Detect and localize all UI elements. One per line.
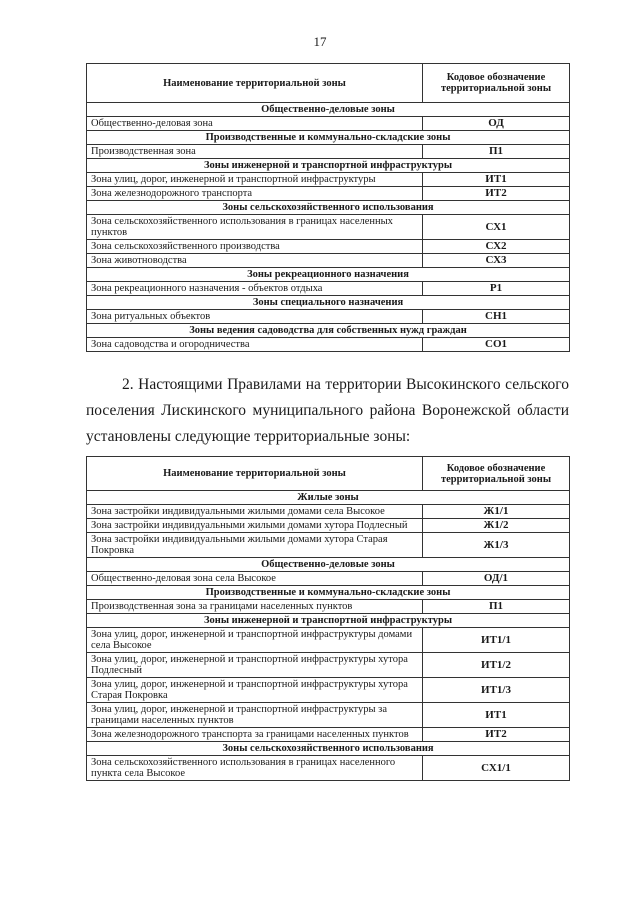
zone-name: Производственная зона за границами населенных пунктов [87, 600, 423, 614]
section-title: Зоны рекреационного назначения [87, 268, 570, 282]
paragraph [86, 372, 569, 450]
zone-code: СХ1 [423, 215, 570, 240]
zones-table-2 [86, 456, 570, 781]
table-row [87, 117, 570, 131]
zone-name: Зона улиц, дорог, инженерной и транспортной инфраструктуры [87, 173, 423, 187]
table-row [87, 505, 570, 519]
zone-code: СО1 [423, 338, 570, 352]
section-row [87, 742, 570, 756]
zone-code: ОД [423, 117, 570, 131]
zone-code: Ж1/3 [423, 533, 570, 558]
zone-code: СХ2 [423, 240, 570, 254]
zone-code: ИТ1 [423, 703, 570, 728]
section-row [87, 324, 570, 338]
section-row [87, 491, 570, 505]
zone-code: СН1 [423, 310, 570, 324]
zone-name: Зона застройки индивидуальными жилыми домами хутора Подлесный [87, 519, 423, 533]
zone-name: Зона сельскохозяйственного производства [87, 240, 423, 254]
zone-name: Зона улиц, дорог, инженерной и транспортной инфраструктуры за границами населенных пунктов [87, 703, 423, 728]
zone-name: Зона железнодорожного транспорта [87, 187, 423, 201]
zone-name: Зона застройки индивидуальными жилыми домами хутора Старая Покровка [87, 533, 423, 558]
zone-code: ИТ1 [423, 173, 570, 187]
page-number: 17 [313, 34, 327, 49]
zone-code: П1 [423, 600, 570, 614]
table-row [87, 703, 570, 728]
zone-code: ИТ2 [423, 187, 570, 201]
zone-name: Зона застройки индивидуальными жилыми домами села Высокое [87, 505, 423, 519]
section-title: Зоны сельскохозяйственного использования [87, 201, 570, 215]
header-zone-code: Кодовое обозначение территориальной зоны [423, 457, 570, 491]
table-row [87, 215, 570, 240]
zone-code: Р1 [423, 282, 570, 296]
section-row [87, 131, 570, 145]
section-title: Производственные и коммунально-складские зоны [87, 131, 570, 145]
zone-name: Общественно-деловая зона [87, 117, 423, 131]
table-row [87, 728, 570, 742]
section-title: Производственные и коммунально-складские зоны [87, 586, 570, 600]
zone-name: Зона сельскохозяйственного использования в границах населенного пункта села Высокое [87, 756, 423, 781]
zone-code: СХ1/1 [423, 756, 570, 781]
zone-name: Общественно-деловая зона села Высокое [87, 572, 423, 586]
zone-code: ОД/1 [423, 572, 570, 586]
table-header-row [87, 64, 570, 103]
section-title: Зоны ведения садоводства для собственных нужд граждан [87, 324, 570, 338]
zone-code: ИТ1/3 [423, 678, 570, 703]
section-title: Жилые зоны [87, 491, 570, 505]
section-row [87, 159, 570, 173]
table-row [87, 145, 570, 159]
section-row [87, 201, 570, 215]
table-row [87, 254, 570, 268]
zone-code: Ж1/1 [423, 505, 570, 519]
table-row [87, 187, 570, 201]
zones-table-1 [86, 63, 570, 352]
table-row [87, 338, 570, 352]
section-title: Зоны инженерной и транспортной инфраструктуры [87, 614, 570, 628]
table-row [87, 678, 570, 703]
zone-name: Зона улиц, дорог, инженерной и транспортной инфраструктуры хутора Старая Покровка [87, 678, 423, 703]
section-title: Общественно-деловые зоны [87, 558, 570, 572]
table-row [87, 653, 570, 678]
table-body [87, 491, 570, 781]
table-row [87, 519, 570, 533]
paragraph-text: 2. Настоящими Правилами на территории Высокинского сельского поселения Лискинского муниципального района Воронежской области установлены следующие территориальные зоны: [86, 376, 569, 445]
zone-name: Зона сельскохозяйственного использования в границах населенных пунктов [87, 215, 423, 240]
zone-code: ИТ2 [423, 728, 570, 742]
table-row [87, 628, 570, 653]
table-row [87, 173, 570, 187]
zone-name: Зона животноводства [87, 254, 423, 268]
header-zone-code: Кодовое обозначение территориальной зоны [423, 64, 570, 103]
section-title: Зоны сельскохозяйственного использования [87, 742, 570, 756]
header-zone-name: Наименование территориальной зоны [87, 64, 423, 103]
zone-code: СХ3 [423, 254, 570, 268]
table-header-row [87, 457, 570, 491]
zone-name: Зона улиц, дорог, инженерной и транспортной инфраструктуры домами села Высокое [87, 628, 423, 653]
zone-name: Зона железнодорожного транспорта за границами населенных пунктов [87, 728, 423, 742]
zone-name: Зона улиц, дорог, инженерной и транспортной инфраструктуры хутора Подлесный [87, 653, 423, 678]
table-row [87, 240, 570, 254]
section-row [87, 296, 570, 310]
zone-code: ИТ1/2 [423, 653, 570, 678]
zone-name: Зона садоводства и огородничества [87, 338, 423, 352]
zone-name: Зона ритуальных объектов [87, 310, 423, 324]
section-row [87, 614, 570, 628]
section-row [87, 586, 570, 600]
zone-name: Производственная зона [87, 145, 423, 159]
zone-code: П1 [423, 145, 570, 159]
table-row [87, 310, 570, 324]
zone-name: Зона рекреационного назначения - объектов отдыха [87, 282, 423, 296]
zone-code: Ж1/2 [423, 519, 570, 533]
table-row [87, 756, 570, 781]
section-row [87, 558, 570, 572]
header-zone-name: Наименование территориальной зоны [87, 457, 423, 491]
section-title: Зоны специального назначения [87, 296, 570, 310]
section-row [87, 103, 570, 117]
table-row [87, 600, 570, 614]
zone-code: ИТ1/1 [423, 628, 570, 653]
section-title: Зоны инженерной и транспортной инфраструктуры [87, 159, 570, 173]
section-title: Общественно-деловые зоны [87, 103, 570, 117]
table-body [87, 103, 570, 352]
table-row [87, 533, 570, 558]
section-row [87, 268, 570, 282]
table-row [87, 572, 570, 586]
table-row [87, 282, 570, 296]
